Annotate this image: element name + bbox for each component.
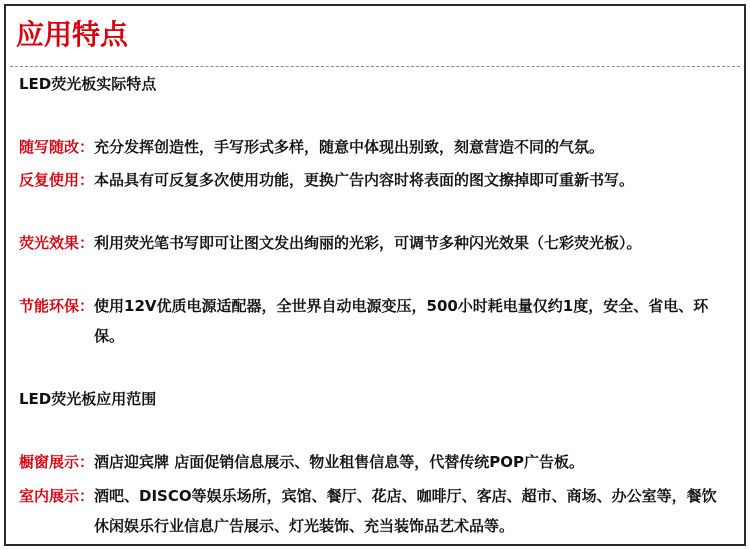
- page-title: 应用特点: [16, 18, 129, 51]
- feature-text: 充分发挥创造性，手写形式多样，随意中体现出别致，刻意营造不同的气氛。: [94, 138, 605, 156]
- feature-item: [19, 165, 731, 195]
- application-label: 橱窗展示：: [19, 453, 95, 471]
- feature-item: [19, 291, 731, 351]
- feature-item: [19, 228, 731, 258]
- application-text: 酒吧、DISCO等娱乐场所，宾馆、餐厅、花店、咖啡厅、客店、超市、商场、办公室等，餐饮休闲娱乐行业信息广告展示、灯光装饰、充当装饰品艺术品等。: [94, 487, 717, 535]
- feature-label: 荧光效果：: [19, 234, 95, 252]
- application-item: [19, 447, 731, 477]
- feature-label: 反复使用：: [19, 171, 95, 189]
- application-text: 酒店迎宾牌 店面促销信息展示、物业租售信息等，代替传统POP广告板。: [94, 453, 584, 471]
- feature-label: 节能环保：: [19, 297, 95, 315]
- title-divider: [10, 66, 740, 67]
- feature-text: 利用荧光笔书写即可让图文发出绚丽的光彩，可调节多种闪光效果（七彩荧光板）。: [94, 234, 642, 252]
- feature-label: 随写随改：: [19, 138, 95, 156]
- feature-text: 本品具有可反复多次使用功能，更换广告内容时将表面的图文擦掉即可重新书写。: [94, 171, 635, 189]
- applications-heading: LED荧光板应用范围: [19, 390, 157, 408]
- feature-item: [19, 132, 731, 162]
- feature-text: 使用12V优质电源适配器，全世界自动电源变压，500小时耗电量仅约1度，安全、省电、环保。: [94, 297, 709, 345]
- features-heading: LED荧光板实际特点: [19, 75, 157, 93]
- application-label: 室内展示：: [19, 487, 95, 505]
- application-item: [19, 481, 731, 541]
